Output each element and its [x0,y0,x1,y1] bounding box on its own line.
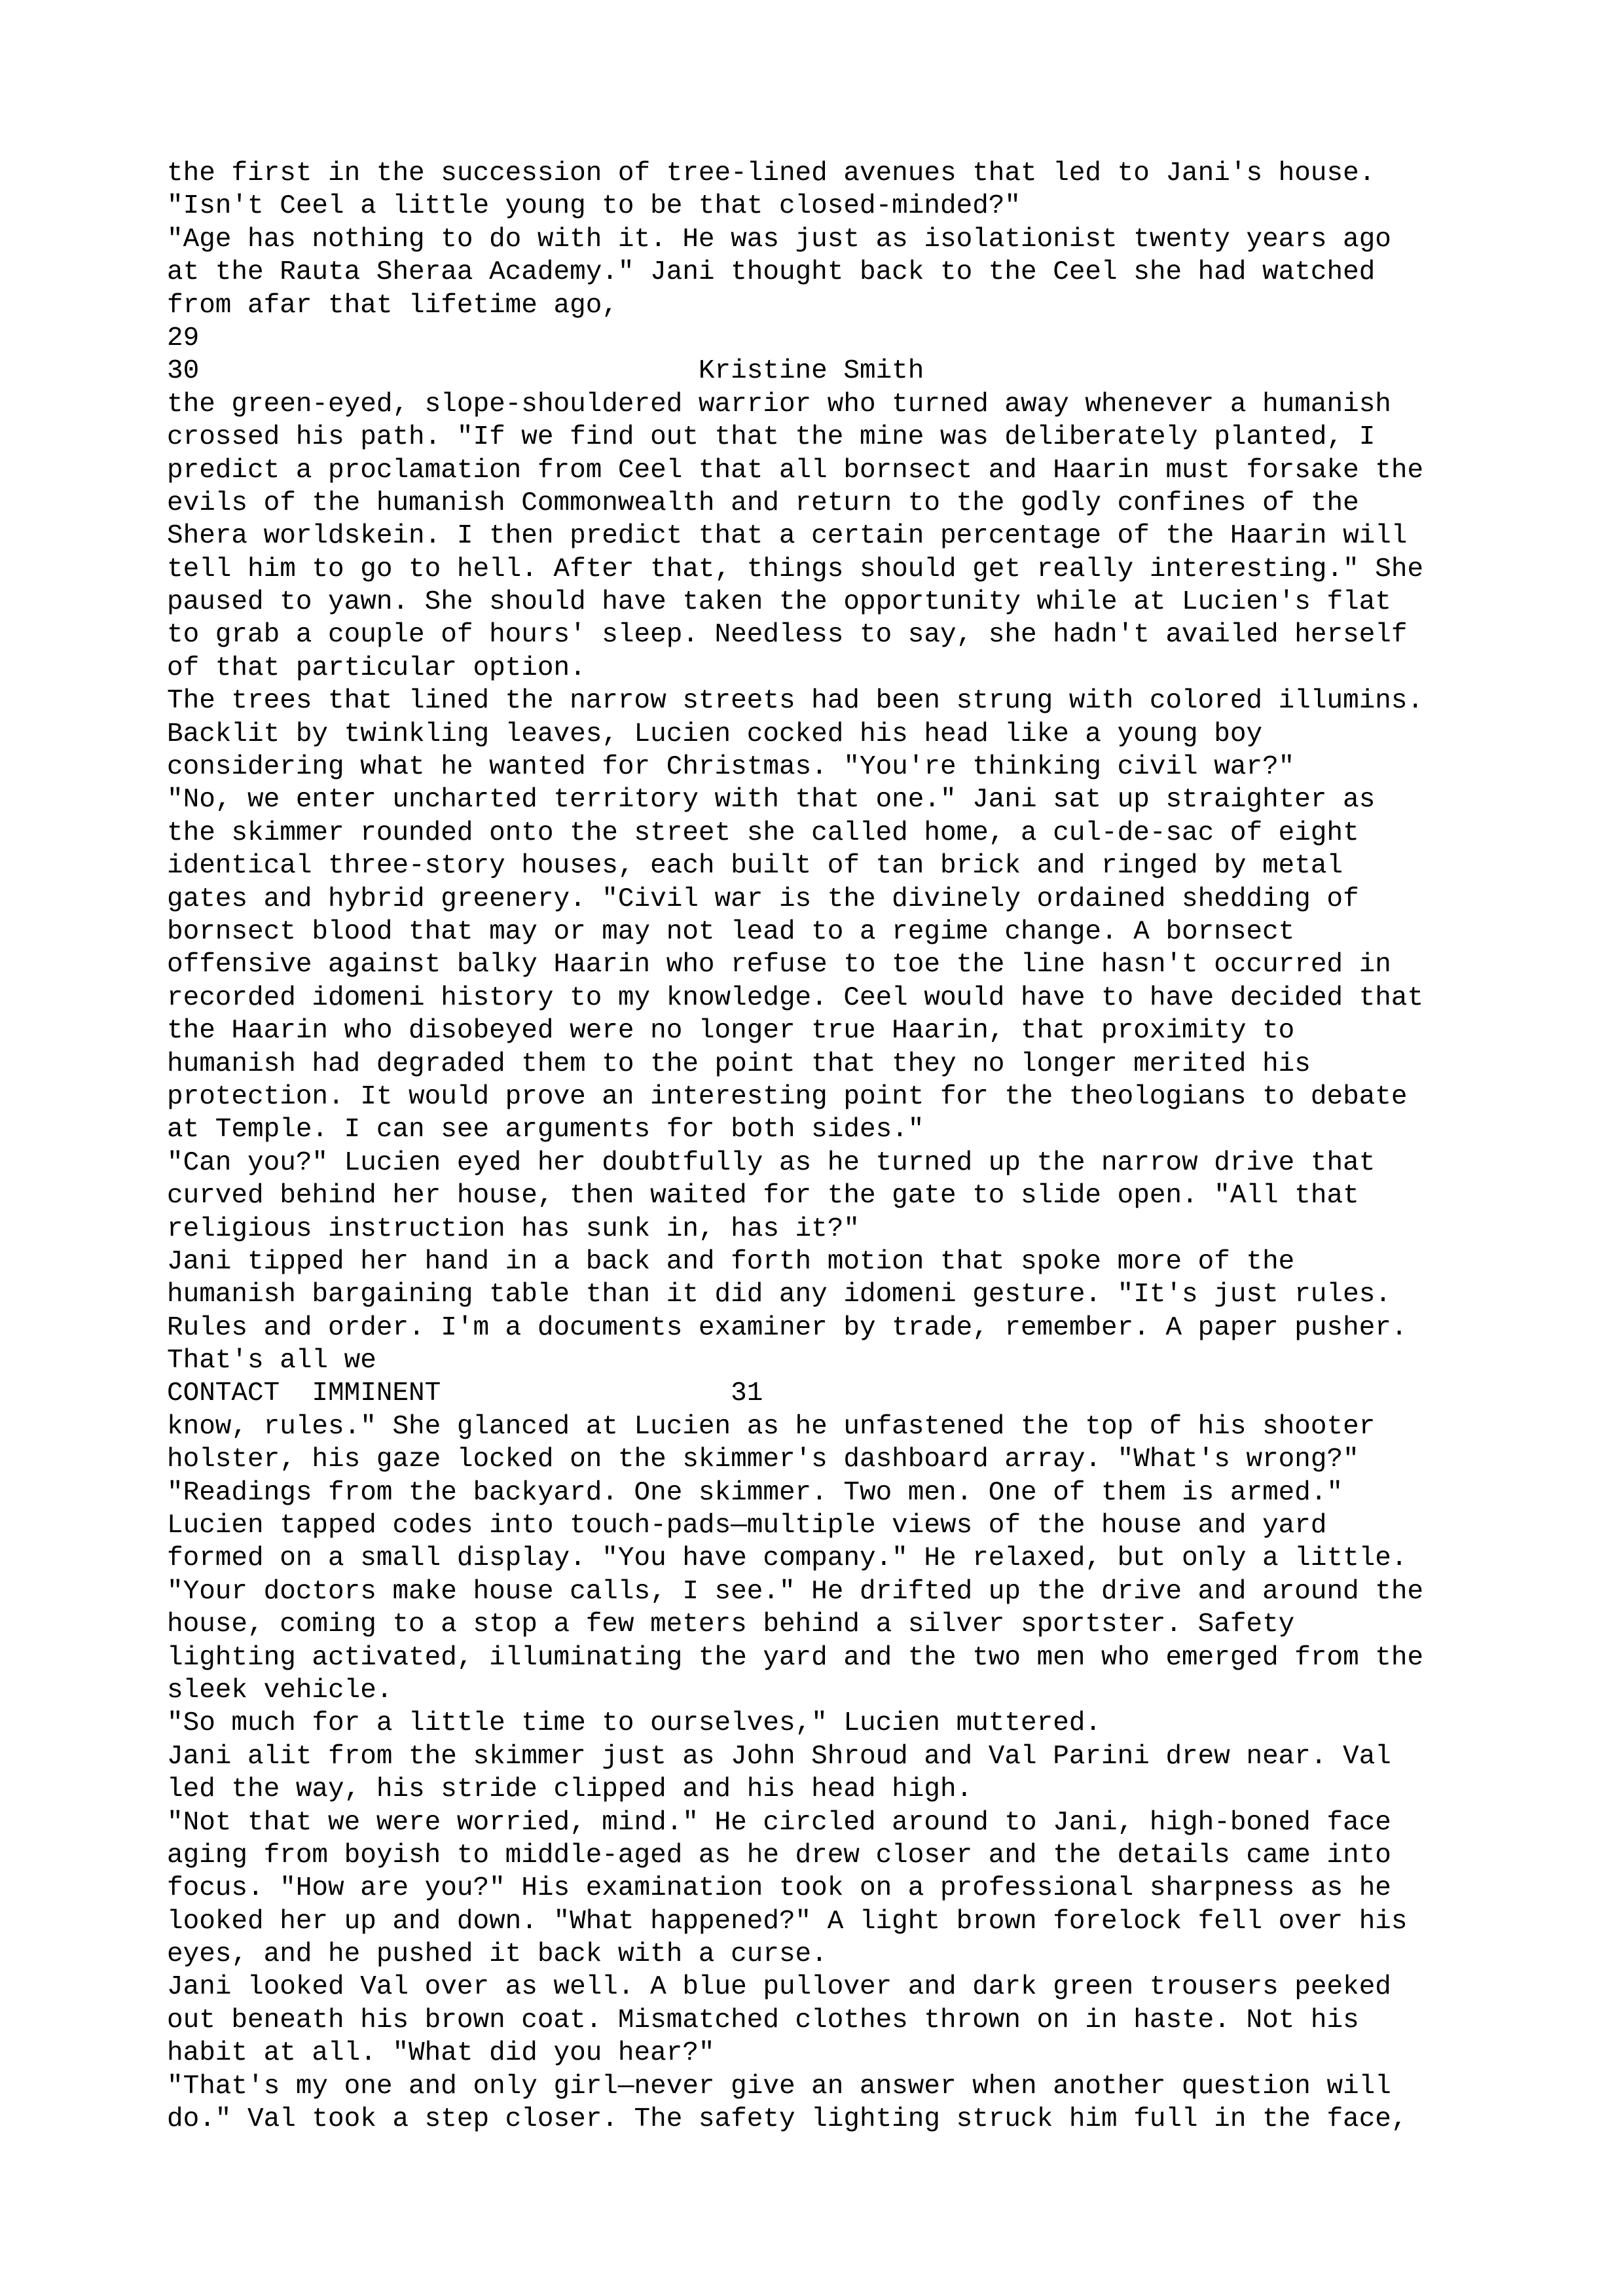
text-line: considering what he wanted for Christmas. "You're thinking civil war?" [167,752,1295,783]
text-line: formed on a small display. "You have company." He relaxed, but only a little. [167,1543,1408,1574]
text-line: of that particular option. [167,653,586,683]
text-line: focus. "How are you?" His examination took on a professional sharpness as he [167,1873,1391,1904]
text-line: the skimmer rounded onto the street she called home, a cul-de-sac of eight [167,817,1359,848]
text-line: habit at all. "What did you hear?" [167,2038,715,2069]
text-line: house, coming to a stop a few meters behind a silver sportster. Safety [167,1609,1295,1640]
text-line: evils of the humanish Commonwealth and return to the godly confines of the [167,488,1359,518]
text-line: sleek vehicle. [167,1675,393,1706]
text-line: "That's my one and only girl—never give an answer when another question will [167,2071,1391,2102]
text-line: That's all we [167,1346,376,1376]
text-line: "Your doctors make house calls, I see." He drifted up the drive and around the [167,1576,1424,1607]
text-line: eyes, and he pushed it back with a curse. [167,1939,828,1970]
text-line: The trees that lined the narrow streets had been strung with colored illumins. [167,686,1424,717]
text-line: Lucien tapped codes into touch-pads—multiple views of the house and yard [167,1511,1327,1541]
text-line: "No, we enter uncharted territory with that one." Jani sat up straighter as [167,785,1376,816]
text-line: Shera worldskein. I then predict that a certain percentage of the Haarin will [167,521,1408,552]
text-line: identical three-story houses, each built of tan brick and ringed by metal [167,851,1343,882]
text-line: curved behind her house, then waited for the gate to slide open. "All that [167,1181,1359,1211]
text-line: Jani looked Val over as well. A blue pullover and dark green trousers peeked [167,1972,1391,2003]
text-line: offensive against balky Haarin who refuse to toe the line hasn't occurred in [167,950,1391,980]
text-line: gates and hybrid greenery. "Civil war is the divinely ordained shedding of [167,884,1359,914]
text-line: bornsect blood that may or may not lead to a regime change. A bornsect [167,916,1295,947]
text-line: 30 Kristine Smith [167,356,924,387]
text-line: humanish had degraded them to the point that they no longer merited his [167,1049,1311,1079]
text-line: predict a proclamation from Ceel that all bornsect and Haarin must forsake the [167,455,1424,486]
text-line: from afar that lifetime ago, [167,290,618,321]
text-line: "Age has nothing to do with it. He was just as isolationist twenty years ago [167,224,1391,255]
text-line: the first in the succession of tree-lined avenues that led to Jani's house. [167,158,1376,188]
text-line: the green-eyed, slope-shouldered warrior who turned away whenever a humanish [167,389,1391,420]
text-line: at Temple. I can see arguments for both sides." [167,1115,924,1145]
text-line: crossed his path. "If we find out that the mine was deliberately planted, I [167,422,1376,453]
body-text [167,157,1476,2136]
text-line: "Not that we were worried, mind." He circled around to Jani, high-boned face [167,1807,1391,1838]
text-line: "Can you?" Lucien eyed her doubtfully as he turned up the narrow drive that [167,1147,1376,1178]
text-line: Jani tipped her hand in a back and forth motion that spoke more of the [167,1246,1295,1277]
text-line: "So much for a little time to ourselves," Lucien muttered. [167,1708,1102,1739]
text-line: lighting activated, illuminating the yard and the two men who emerged from the [167,1642,1424,1673]
text-line: humanish bargaining table than it did any idomeni gesture. "It's just rules. [167,1280,1391,1310]
text-line: Backlit by twinkling leaves, Lucien cocked his head like a young boy [167,719,1263,749]
text-line: aging from boyish to middle-aged as he drew closer and the details came into [167,1840,1391,1871]
text-line: led the way, his stride clipped and his head high. [167,1774,973,1805]
text-line: 29 [167,323,200,353]
text-line: "Readings from the backyard. One skimmer. Two men. One of them is armed." [167,1477,1343,1508]
text-line: Jani alit from the skimmer just as John Shroud and Val Parini drew near. Val [167,1741,1391,1772]
text-line: "Isn't Ceel a little young to be that closed-minded?" [167,191,1021,222]
text-line: paused to yawn. She should have taken the opportunity while at Lucien's flat [167,587,1391,618]
text-line: holster, his gaze locked on the skimmer's dashboard array. "What's wrong?" [167,1444,1359,1475]
text-line: know, rules." She glanced at Lucien as he unfastened the top of his shooter [167,1411,1376,1442]
text-line: recorded idomeni history to my knowledge. Ceel would have to have decided that [167,982,1424,1013]
text-line: to grab a couple of hours' sleep. Needless to say, she hadn't availed herself [167,620,1408,651]
text-line: out beneath his brown coat. Mismatched clothes thrown on in haste. Not his [167,2005,1359,2036]
text-line: protection. It would prove an interesting point for the theologians to debate [167,1081,1408,1112]
text-line: at the Rauta Sheraa Academy." Jani thought back to the Ceel she had watched [167,257,1376,288]
text-line: tell him to go to hell. After that, things should get really interesting." She [167,554,1424,584]
text-line: the Haarin who disobeyed were no longer true Haarin, that proximity to [167,1016,1295,1047]
text-line: do." Val took a step closer. The safety lighting struck him full in the face, [167,2104,1408,2135]
text-line: Rules and order. I'm a documents examiner by trade, remember. A paper pusher. [167,1312,1408,1343]
text-line: looked her up and down. "What happened?" A light brown forelock fell over his [167,1906,1408,1937]
text-line: CONTACT IMMINENT 31 [167,1378,763,1409]
text-line: religious instruction has sunk in, has it?" [167,1213,860,1244]
